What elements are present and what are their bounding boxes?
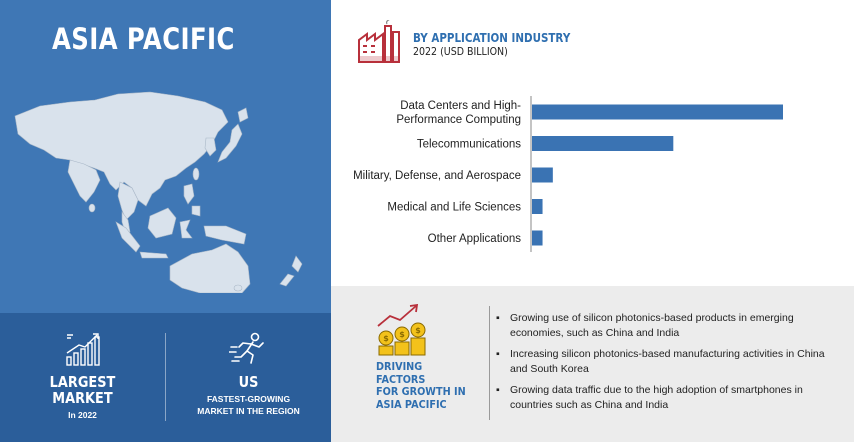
driver-text: Increasing silicon photonics-based manufacturing activities in China and South Korea — [510, 348, 825, 375]
bullet-icon: ▪ — [496, 312, 500, 324]
driver-text: Growing use of silicon photonics-based products in emerging economies, such as China and India — [510, 312, 794, 339]
drivers-label-line: ASIA PACIFIC — [376, 397, 447, 411]
largest-line2: MARKET — [52, 389, 113, 407]
category-label: Military, Defense, and Aerospace — [353, 170, 521, 182]
drivers-label — [376, 361, 473, 411]
driver-item — [496, 347, 841, 377]
category-label: Telecommunications — [416, 138, 521, 151]
category-label: Medical and Life Sciences — [387, 201, 521, 214]
drivers-label-line: DRIVING FACTORS — [376, 360, 426, 386]
bar — [532, 136, 673, 151]
bullet-icon: ▪ — [496, 348, 500, 360]
driver-item — [496, 383, 841, 413]
driver-item — [496, 311, 841, 341]
svg-text:$: $ — [399, 330, 405, 339]
bar — [532, 168, 553, 183]
fastest-country: US — [238, 373, 259, 391]
chart-title: BY APPLICATION INDUSTRY — [413, 31, 571, 45]
chart-subtitle: 2022 (USD BILLION) — [413, 45, 508, 58]
category-label: Data Centers and High-Performance Computing — [396, 100, 521, 126]
category-label: Other Applications — [427, 233, 521, 245]
svg-text:$: $ — [383, 334, 389, 343]
driver-list — [496, 311, 841, 419]
driver-text: Growing data traffic due to the high adoption of smartphones in countries such as China and India — [510, 384, 803, 411]
region-title: ASIA PACIFIC — [52, 22, 235, 56]
fastest-line1: FASTEST-GROWING — [206, 394, 291, 404]
coins-growth-icon — [374, 304, 430, 356]
bar — [532, 231, 543, 246]
fastest-line2: MARKET IN THE REGION — [197, 406, 300, 416]
drivers-divider — [489, 306, 490, 420]
svg-text:$: $ — [415, 326, 421, 335]
bullet-icon: ▪ — [496, 384, 500, 396]
largest-line1: LARGEST — [49, 373, 116, 391]
drivers-label-line: FOR GROWTH IN — [376, 385, 466, 398]
bar — [532, 199, 543, 214]
largest-year: In 2022 — [68, 410, 97, 420]
bar — [532, 105, 783, 120]
